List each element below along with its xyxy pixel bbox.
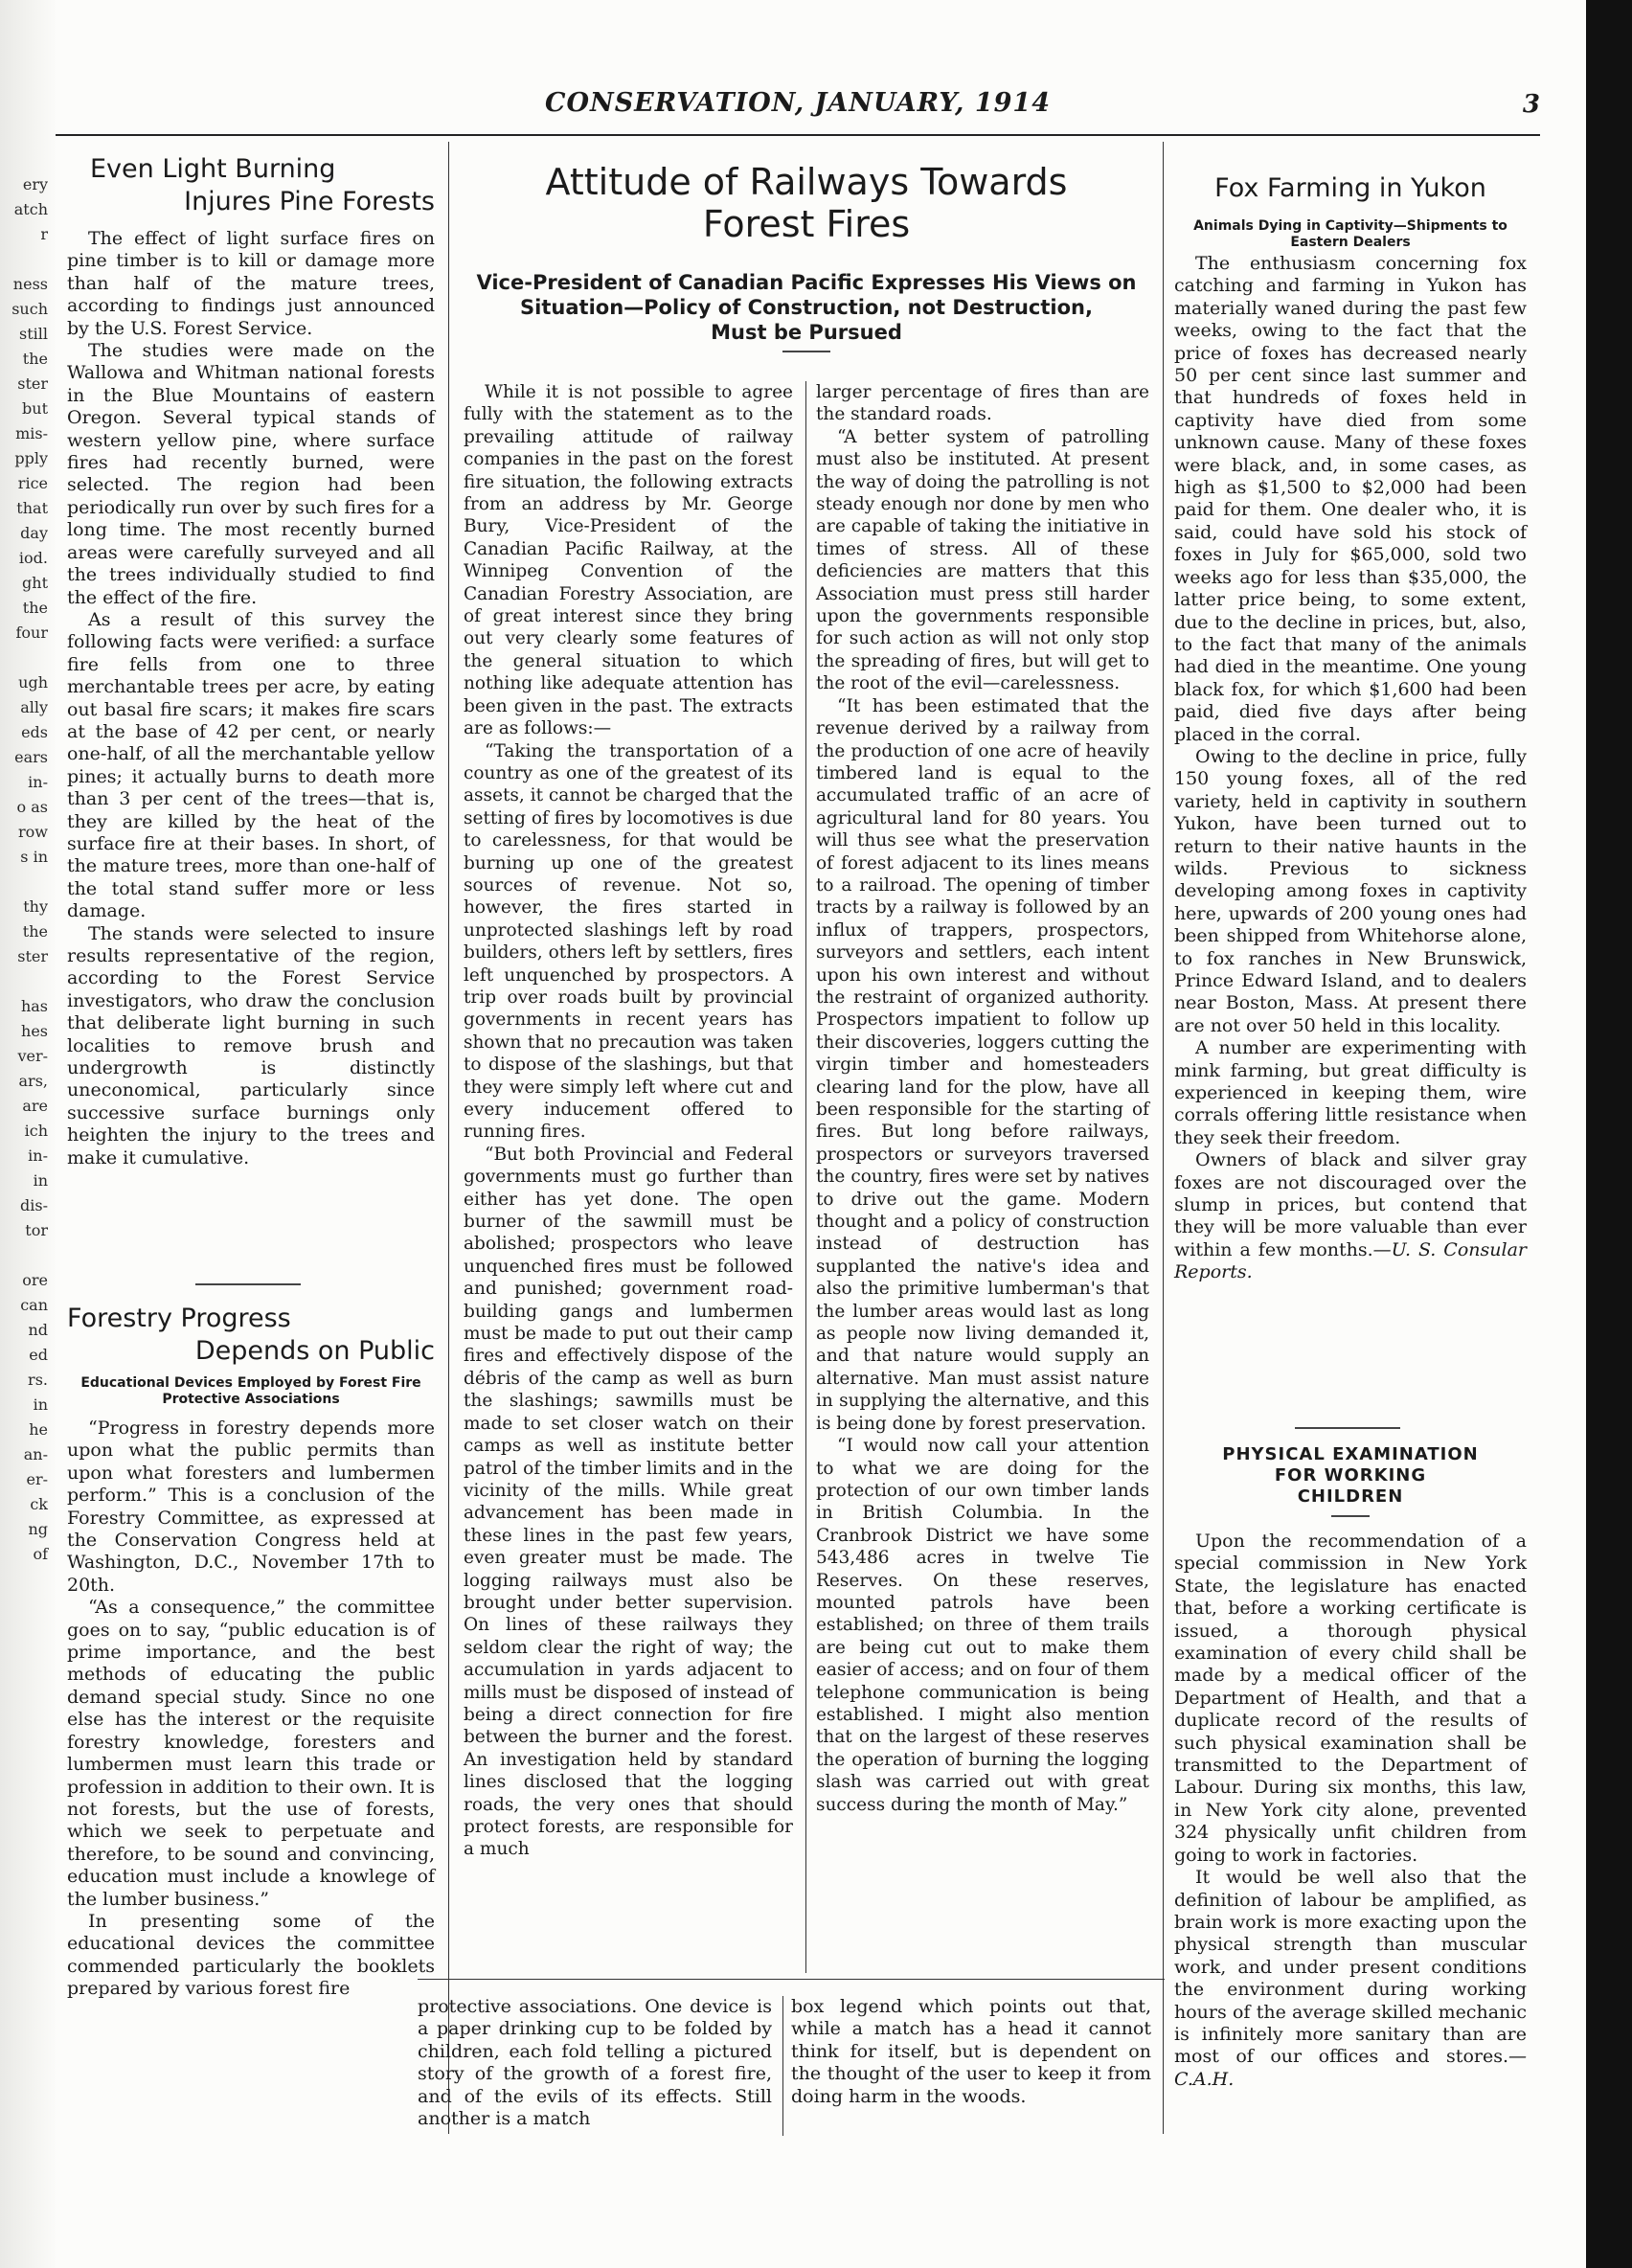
article-forestry-progress [67, 1303, 435, 2001]
page-number: 3 [1522, 90, 1540, 119]
paragraph: “But both Provincial and Federal governments must go further than either has yet done. The open burner of the sawmill must be abolished; prospectors who leave unquenched fires must be followed and punished; government road-building gangs and lumbermen must be made to put out their camp fires and effectively dispose of the débris of the camp as well as burn the slashings; sawmills must be made to set closer watch on their camps as well as institute better patrol of the timber limits and in the vicinity of the mills. While great advancement has been made in these lines in the past few years, even greater must be made. The logging railways must also be brought under better supervision. On lines of these railways they seldom clear the right of way; the accumulation in yards adjacent to mills must be disposed of instead of being a direct connection for fire between the burner and the forest. An investigation held by standard lines disclosed that the logging roads, the very ones that should protect forests, are responsible for a much [464, 1144, 793, 1860]
paragraph: The enthusiasm concerning fox catching and farming in Yukon has materially waned during the past few weeks, owing to the fact that the price of foxes has decreased nearly 50 per cent since last summer and that hundreds of foxes held in captivity have died from some unknown cause. Many of these foxes were black, and, in some cases, as high as $1,500 to $2,000 had been paid for them. One dealer who, it is said, could have sold his stock of foxes in July for $65,000, sold two weeks ago for less than $35,000, the latter price being, to some extent, due to the decline in prices, but, also, to the fact that many of the animals had died in the meantime. One young black fox, for which $1,600 had been paid, died five days after being placed in the corral. [1174, 253, 1527, 745]
gutter-fragment: ness [12, 275, 48, 293]
gutter-fragment [0, 870, 48, 895]
gutter-fragment: but [22, 399, 48, 418]
paragraph: The stands were selected to insure results representative of the region, according to the Forest Service investigators, who draw the conclusion that deliberate light burning in such localities to remove brush and undergrowth is distinctly uneconomical, particularly since successive surface burnings only heighten the injury to the trees and make it cumulative. [67, 922, 435, 1168]
paragraph: “A better system of patrolling must also be instituted. At present the way of doing the patrolling is not steady enough nor done by men who are capable of taking the initiative in times of stress. All of these deficiencies are matters that this Association must press still harder upon the governments responsible for such action as will not only stop the spreading of fires, but will get to the root of the evil—carelessness. [816, 426, 1149, 694]
paragraph [1174, 1149, 1527, 1283]
gutter-fragment: ster [17, 947, 48, 965]
gutter-fragment: mis- [15, 424, 48, 442]
gutter-fragment: ugh [18, 673, 48, 692]
article-title-line: Attitude of Railways Towards [545, 161, 1068, 203]
gutter-fragment: dis- [20, 1196, 48, 1214]
gutter-fragment [0, 1243, 48, 1268]
gutter-fragment: eds [21, 723, 48, 741]
gutter-fragment [0, 247, 48, 272]
paragraph: As a result of this survey the following facts were verified: a surface fire fells from one to three merchantable trees per acre, by eating out basal fire scars; it makes fire scars at the base of 42 per cent, or nearly one-half, of all the merchantable yellow pines; it actually burns to death more than 3 per cent of the trees—that is, they are killed by the heat of the surface fire at their bases. In short, of the mature trees, more than one-half of the total stand suffer more or less damage. [67, 608, 435, 922]
gutter-fragment: iod. [18, 549, 48, 567]
separator [1331, 1515, 1370, 1517]
gutter-fragment: four [15, 624, 48, 642]
gutter-fragment: of [33, 1545, 48, 1563]
gutter-fragment: tor [25, 1221, 48, 1239]
article-railways-header [464, 161, 1149, 352]
article-deck: Educational Devices Employed by Forest Fire Protective Associations [80, 1375, 421, 1407]
gutter-fragment: o as [16, 798, 48, 816]
gutter-fragment: nd [28, 1321, 48, 1339]
gutter-fragment: pply [14, 449, 48, 467]
header-rule [56, 134, 1540, 136]
article-title-line: CHILDREN [1297, 1486, 1404, 1507]
gutter-fragment: that [16, 499, 48, 517]
paragraph: “Taking the transportation of a country as one of the greatest of its assets, it cannot be charged that the setting of fires by locomotives is due to carelessness, for that would be burning up one of the greatest sources of revenue. Not so, however, the fires started in unprotected slashings left by road builders, others left by settlers, fires left unquenched by prospectors. A trip over roads built by provincial governments in recent years has shown that no precaution was taken to dispose of the slashings, but that they were simply left where cut and every inducement offered to running fires. [464, 740, 793, 1143]
gutter-fragment: he [29, 1420, 48, 1439]
scan-edge [1586, 0, 1632, 2268]
article-railways-col2 [816, 381, 1149, 1816]
gutter-fragment: ich [24, 1122, 48, 1140]
gutter-fragment: rice [17, 474, 48, 492]
gutter-fragment: day [20, 524, 48, 542]
paragraph: “Progress in forestry depends more upon what the public permits than upon what foresters and lumbermen perform.” This is a conclusion of the Forestry Committee, as expressed at the Conservation Congress held at Washington, D.C., November 17th to 20th. [67, 1418, 435, 1596]
gutter-fragment: ery [22, 175, 48, 193]
adjacent-page-fragments [0, 172, 48, 1567]
paragraph: box legend which points out that, while a match has a head it cannot think for itself, but is dependent on the thought of the user to keep it from doing harm in the woods. [791, 1996, 1151, 2107]
article-title-line: Even Light Burning [90, 154, 336, 184]
gutter-fragment: in- [28, 773, 48, 791]
binding-gutter [0, 0, 56, 2268]
gutter-fragment: ck [30, 1495, 48, 1513]
paragraph: A number are experimenting with mink farming, but great difficulty is experienced in keeping them, wire corrals offering little resistance when they seek their freedom. [1174, 1037, 1527, 1148]
paragraph: The studies were made on the Wallowa and Whitman national forests in the Blue Mountains of eastern Oregon. Several typical stands of western yellow pine, where surface fires had recently burned, were selected. The region had been periodically run over by such fires for a long time. The most recently burned areas were carefully surveyed and all the trees individually studied to find the effect of the fire. [67, 340, 435, 608]
gutter-fragment: ght [22, 574, 48, 592]
gutter-fragment: ver- [17, 1047, 48, 1065]
separator [1295, 1427, 1400, 1429]
article-deck: Animals Dying in Captivity—Shipments to Eastern Dealers [1193, 218, 1507, 250]
paragraph: protective associations. One device is a paper drinking cup to be folded by children, each fold telling a pictured story of the growth of a forest fire, and of the evils of its effects. Still another is a match [418, 1996, 772, 2130]
gutter-fragment: thy [23, 897, 48, 916]
paragraph: In presenting some of the educational devices the committee commended particularly the booklets prepared by various forest fire [67, 1910, 435, 2000]
paragraph: Owing to the decline in price, fully 150 young foxes, all of the red variety, held in captivity in southern Yukon, have been turned out to return to their native haunts in the wilds. Previous to sickness developing among foxes in captivity here, upwards of 200 young ones had been shipped from Whitehorse alone, to fox ranches in New Brunswick, Prince Edward Island, and to dealers near Boston, Mass. At present there are not over 50 held in this locality. [1174, 745, 1527, 1036]
gutter-fragment: atch [13, 200, 48, 218]
gutter-fragment: row [18, 823, 48, 841]
gutter-fragment [0, 646, 48, 670]
forestry-continuation-a [418, 1996, 772, 2130]
article-title-line: Forest Fires [702, 203, 911, 245]
gutter-fragment: ears [14, 748, 48, 766]
column-rule [782, 1996, 783, 2136]
column-rule [1163, 142, 1164, 2134]
gutter-fragment: ore [22, 1271, 48, 1289]
article-title-line: FOR WORKING [1274, 1465, 1427, 1486]
gutter-fragment: rs. [28, 1371, 48, 1389]
gutter-fragment: er- [26, 1470, 48, 1488]
gutter-fragment: r [40, 225, 48, 243]
article-deck: Must be Pursued [711, 321, 902, 344]
gutter-fragment: the [22, 599, 48, 617]
gutter-fragment: an- [23, 1445, 48, 1463]
paragraph: “It has been estimated that the revenue derived by a railway from the production of one acre of heavily timbered land is equal to the accumulated traffic of an acre of agricultural land for 80 years. You will thus see what the preservation of forest adjacent to its lines means to a railroad. The opening of timber tracts by a railway is followed by an influx of trappers, prospectors, surveyors and settlers, each intent upon his own interest and without the restraint of organized authority. Prospectors impatient to follow up their discoveries, loggers cutting the virgin timber and homesteaders clearing land for the plow, have all been responsible for the starting of fires. But long before railways, prospectors or surveyors traversed the country, fires were set by natives to drive out the game. Modern thought and a policy of construction instead of destruction has supplanted the native's idea and also the primitive lumberman's that the lumber areas would last as long as people now living demanded it, and that nature would supply an alternative. Man must assist nature in supplying the alternative, and this is being done by forest preservation. [816, 695, 1149, 1434]
gutter-fragment: ster [17, 374, 48, 393]
gutter-fragment: ars, [18, 1072, 48, 1090]
gutter-fragment: ed [29, 1346, 48, 1364]
paragraph: While it is not possible to agree fully with the statement as to the prevailing attitude of railway companies in the past on the forest fire situation, the following extracts from an address by Mr. George Bury, Vice-President of the Canadian Pacific Railway, at the Winnipeg Convention of the Canadian Forestry Association, are of great interest since they bring out very clearly some features of the general situation to which nothing like adequate attention has been given in the past. The extracts are as follows:— [464, 382, 793, 739]
article-title-line: Depends on Public [194, 1336, 435, 1366]
gutter-fragment: ally [20, 698, 48, 716]
gutter-fragment: still [19, 325, 48, 343]
paragraph: “As a consequence,” the committee goes on to say, “public education is of prime importance, and the best methods of educating the public demand special study. Since no one else has the interest or the requisite forestry knowledge, foresters and lumbermen must learn this trade or profession in addition to their own. It is not forests, but the use of forests, which we seek to perpetuate and therefore, to be sound and convincing, education must include a knowlege of the lumber business.” [67, 1597, 435, 1910]
gutter-fragment: the [22, 350, 48, 368]
separator [195, 1283, 301, 1285]
gutter-fragment: in- [28, 1146, 48, 1165]
article-light-burning [67, 153, 435, 1169]
article-deck: Situation—Policy of Construction, not Destruction, [520, 296, 1093, 319]
running-head: CONSERVATION, JANUARY, 1914 [545, 88, 1051, 118]
article-railways-col1 [464, 381, 793, 1861]
gutter-fragment: the [22, 922, 48, 941]
article-physical-exam [1174, 1444, 1527, 2091]
gutter-fragment: s in [20, 848, 48, 866]
page-header [56, 84, 1540, 126]
article-fox-farming [1174, 172, 1527, 1284]
paragraph: The effect of light surface fires on pine timber is to kill or damage more than half of the mature trees, according to findings just announced by the U.S. Forest Service. [67, 228, 435, 339]
gutter-fragment: can [20, 1296, 48, 1314]
paragraph: larger percentage of fires than are the standard roads. [816, 382, 1149, 425]
credit-line: —U. S. Consular Reports. [1174, 1238, 1527, 1283]
article-title-line: Injures Pine Forests [184, 187, 435, 216]
separator [782, 351, 830, 352]
paragraph: Upon the recommendation of a special commission in New York State, the legislature has enacted that, before a working certificate is issued, a thorough physical examination of every child shall be made by a medical officer of the Department of Health, and that a duplicate record of the results of such physical examination shall be transmitted to the Department of Labour. During six months, this law, in New York city alone, prevented 324 physically unfit children from going to work in factories. [1174, 1531, 1527, 1866]
article-title: Fox Farming in Yukon [1214, 173, 1486, 203]
gutter-fragment: hes [21, 1022, 48, 1040]
gutter-fragment: ng [28, 1520, 48, 1538]
credit-line: —C.A.H. [1174, 2046, 1527, 2090]
paragraph-text: Owners of black and silver gray foxes are not discouraged over the slump in prices, but contend that they will be more valuable than ever within a few months. [1174, 1149, 1527, 1260]
section-rule [418, 1979, 1165, 1980]
paragraph-text: It would be well also that the definition of labour be amplified, as brain work is more exacting upon the physical strength than muscular work, and under present conditions the environment during working hours of the average skilled mechanic is infinitely more sanitary than are most of our offices and stores. [1174, 1867, 1527, 2068]
gutter-fragment: in [33, 1171, 48, 1190]
article-title-line: Forestry Progress [67, 1304, 291, 1333]
column-rule [805, 381, 806, 1973]
gutter-fragment: in [33, 1395, 48, 1414]
gutter-fragment: has [20, 997, 48, 1015]
paragraph [1174, 1867, 1527, 2091]
gutter-fragment [0, 969, 48, 994]
article-title-line: PHYSICAL EXAMINATION [1222, 1444, 1479, 1464]
forestry-continuation-b [791, 1996, 1151, 2108]
paragraph: “I would now call your attention to what we are doing for the protection of our own timber lands in British Columbia. In the Cranbrook District we have some 543,486 acres in twelve Tie Reserves. On these reserves, mounted patrols have been established; on three of them trails are being cut out to make them easier of access; and on four of them telephone communication is being established. I might also mention that on the largest of these reserves the operation of burning the logging slash was carried out with great success during the month of May.” [816, 1436, 1149, 1815]
column-rule [448, 142, 449, 2134]
article-deck: Vice-President of Canadian Pacific Expresses His Views on [476, 271, 1137, 294]
gutter-fragment: such [11, 300, 48, 318]
gutter-fragment: are [22, 1097, 48, 1115]
